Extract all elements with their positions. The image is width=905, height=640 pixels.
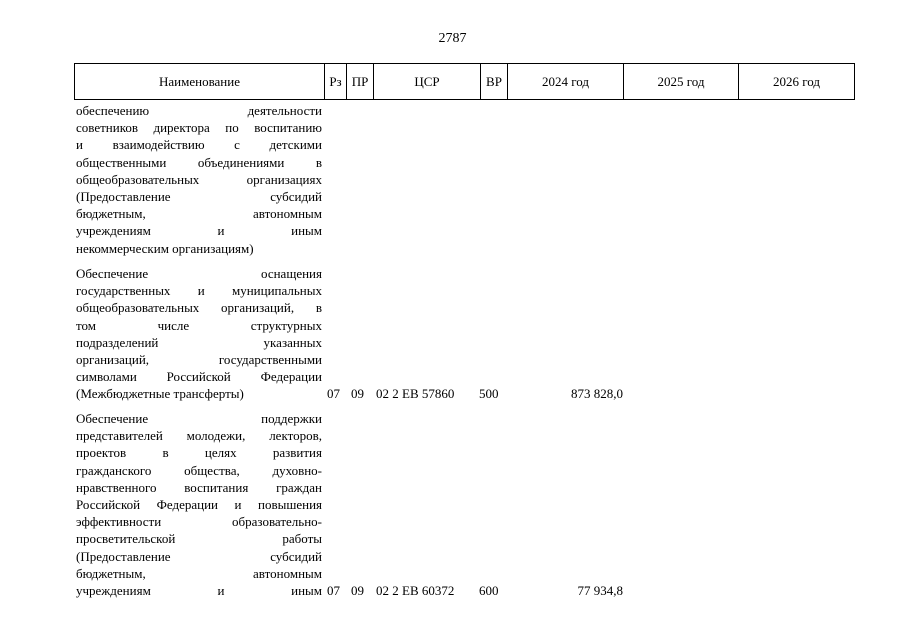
name-line: государственных и муниципальных <box>76 283 322 299</box>
name-line: (Предоставление субсидий <box>76 188 322 204</box>
name-line: Обеспечение поддержки <box>76 411 322 426</box>
column-header-vr: ВР <box>480 64 507 99</box>
cell-pr: 09 <box>351 583 364 598</box>
name-line: общеобразовательных организаций, в <box>76 300 322 316</box>
column-header-2025: 2025 год <box>623 64 738 99</box>
name-line: (Межбюджетные трансферты) <box>76 386 244 402</box>
name-line: некоммерческим организациям) <box>76 240 254 256</box>
cell-vr: 500 <box>479 386 499 401</box>
column-header-csr: ЦСР <box>373 64 480 99</box>
cell-csr: 02 2 EB 57860 <box>376 386 455 401</box>
name-line: обеспечению деятельности <box>76 103 322 118</box>
cell-vr: 600 <box>479 583 499 598</box>
name-line: подразделений указанных <box>76 334 322 350</box>
cell-csr: 02 2 EB 60372 <box>376 583 455 598</box>
name-line: (Предоставление субсидий <box>76 548 322 564</box>
name-line: просветительской работы <box>76 531 322 547</box>
name-line: советников директора по воспитанию <box>76 120 322 136</box>
column-header-2026: 2026 год <box>738 64 854 99</box>
name-line: общественными объединениями в <box>76 154 322 170</box>
name-line: эффективности образовательно- <box>76 514 322 530</box>
name-line: представителей молодежи, лекторов, <box>76 428 322 444</box>
name-line: Российской Федерации и повышения <box>76 496 322 512</box>
cell-pr: 09 <box>351 386 364 401</box>
cell-2024: 873 828,0 <box>571 386 623 401</box>
name-line: нравственного воспитания граждан <box>76 479 322 495</box>
table-row-1-name <box>76 102 322 257</box>
name-line: бюджетным, автономным <box>76 565 322 581</box>
name-line: и взаимодействию с детскими <box>76 137 322 153</box>
column-header-rz: Рз <box>324 64 346 99</box>
column-header-name: Наименование <box>159 74 240 89</box>
page-number: 2787 <box>438 31 467 46</box>
table-row-3-name <box>76 410 322 599</box>
name-line: учреждениям и иным <box>76 223 322 239</box>
name-line: гражданского общества, духовно- <box>76 462 322 478</box>
name-line: учреждениям и иным <box>76 582 322 598</box>
name-line: общеобразовательных организациях <box>76 171 322 187</box>
table-row-2-name <box>76 265 322 403</box>
cell-rz: 07 <box>327 583 340 598</box>
cell-rz: 07 <box>327 386 340 401</box>
cell-2024: 77 934,8 <box>577 583 623 598</box>
column-header-pr: ПР <box>346 64 373 99</box>
name-line: Обеспечение оснащения <box>76 266 322 281</box>
name-line: организаций, государственными <box>76 351 322 367</box>
name-line: том числе структурных <box>76 317 322 333</box>
column-header-2024: 2024 год <box>507 64 623 99</box>
name-line: бюджетным, автономным <box>76 206 322 222</box>
name-line: проектов в целях развития <box>76 445 322 461</box>
table-header <box>74 63 855 100</box>
name-line: символами Российской Федерации <box>76 369 322 385</box>
